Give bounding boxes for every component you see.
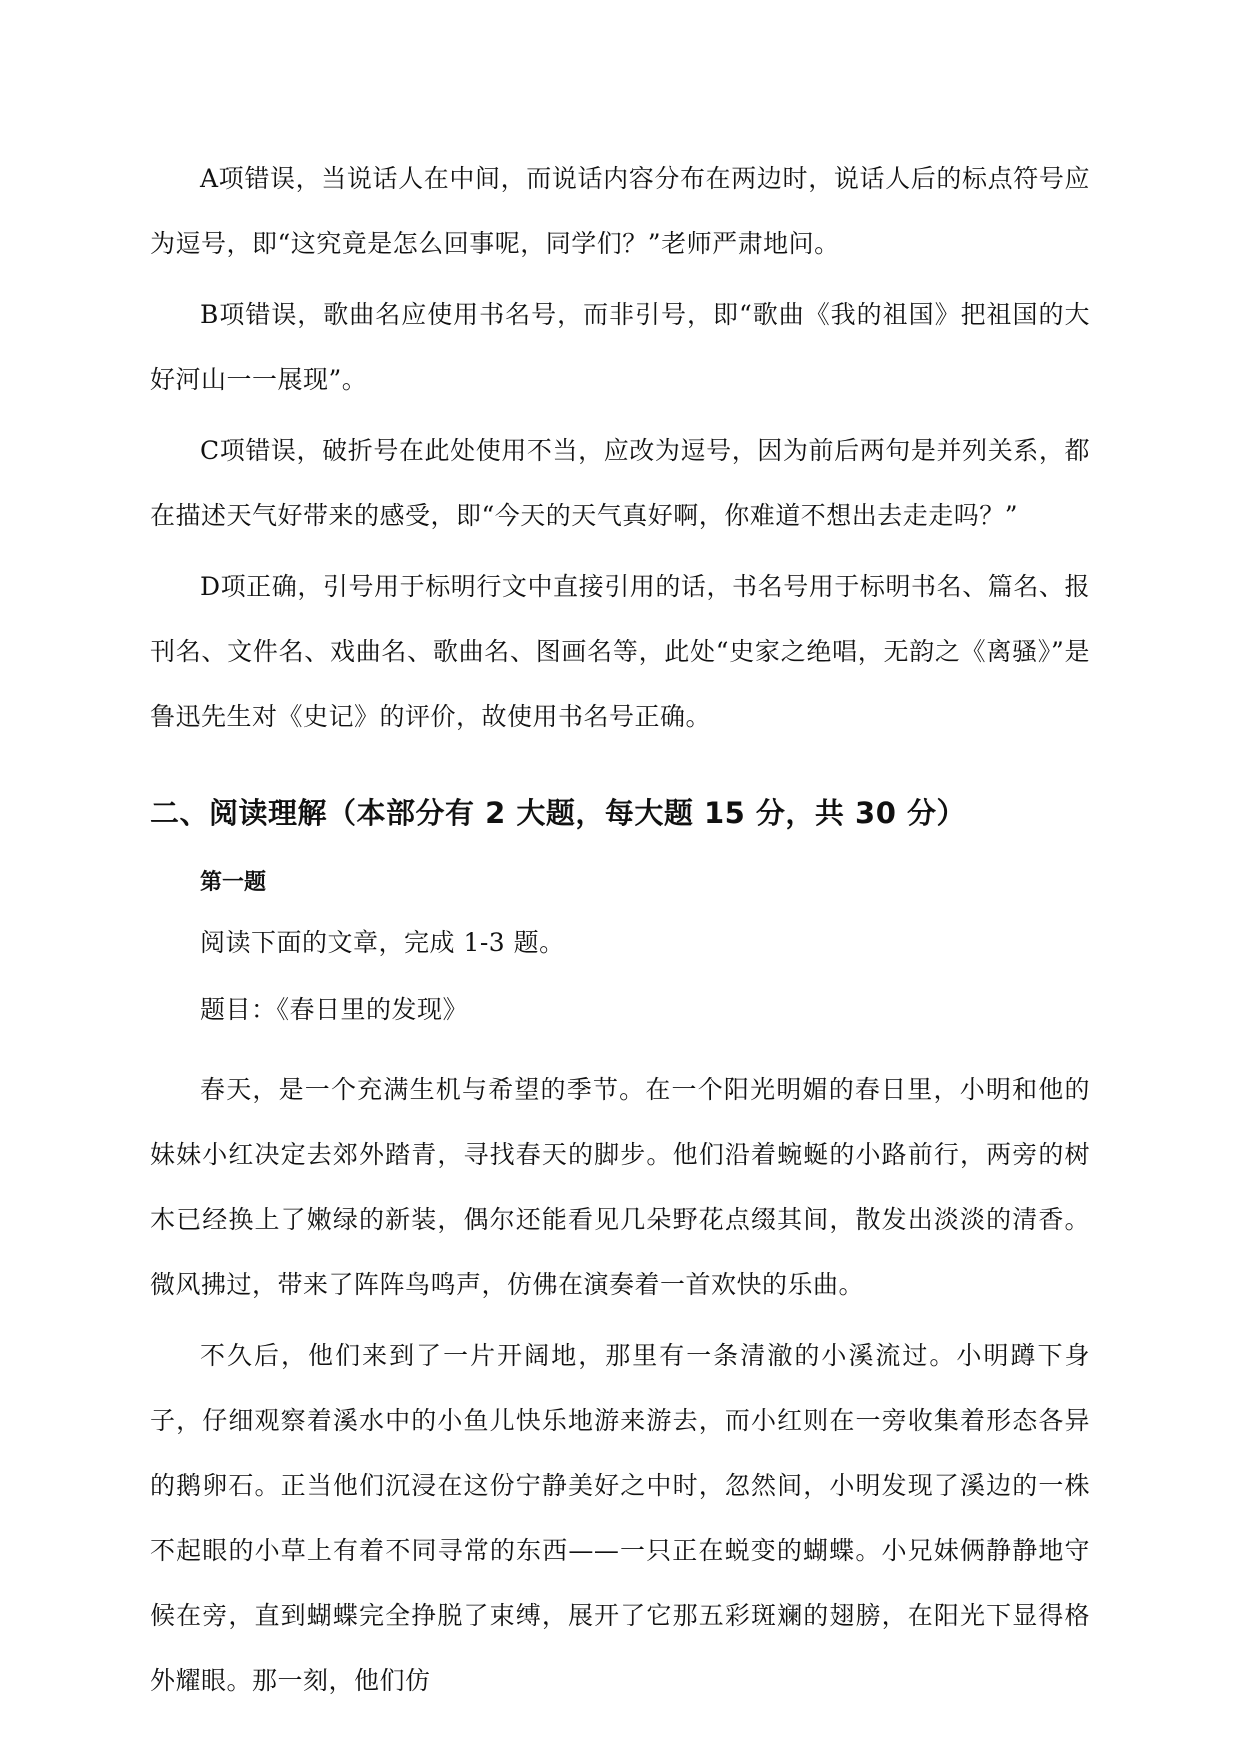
section-heading: 二、阅读理解（本部分有 2 大题，每大题 15 分，共 30 分） bbox=[150, 796, 966, 830]
answer-explanation-b: B项错误，歌曲名应使用书名号，而非引号，即“歌曲《我的祖国》把祖国的大好河山一一展现”。 bbox=[150, 300, 1090, 394]
answer-explanation-d: D项正确，引号用于标明行文中直接引用的话，书名号用于标明书名、篇名、报刊名、文件名、戏曲名、歌曲名、图画名等，此处“史家之绝唱，无韵之《离骚》”是鲁迅先生对《史记》的评价，故使用书名号正确。 bbox=[150, 572, 1090, 731]
document-content bbox=[150, 146, 1090, 1713]
story-body bbox=[150, 1057, 1090, 1713]
story-paragraph: 不久后，他们来到了一片开阔地，那里有一条清澈的小溪流过。小明蹲下身子，仔细观察着溪水中的小鱼儿快乐地游来游去，而小红则在一旁收集着形态各异的鹅卵石。正当他们沉浸在这份宁静美好之中时，忽然间，小明发现了溪边的一株不起眼的小草上有着不同寻常的东西——一只正在蜕变的蝴蝶。小兄妹俩静静地守候在旁，直到蝴蝶完全挣脱了束缚，展开了它那五彩斑斓的翅膀，在阳光下显得格外耀眼。那一刻，他们仿 bbox=[150, 1341, 1090, 1695]
question-subheading: 第一题 bbox=[200, 870, 267, 895]
answer-explanation-c: C项错误，破折号在此处使用不当，应改为逗号，因为前后两句是并列关系，都在描述天气好带来的感受，即“今天的天气真好啊，你难道不想出去走走吗？” bbox=[150, 436, 1090, 530]
answer-explanation-a: A项错误，当说话人在中间，而说话内容分布在两边时，说话人后的标点符号应为逗号，即“这究竟是怎么回事呢，同学们？”老师严肃地问。 bbox=[150, 164, 1090, 258]
story-paragraph: 春天，是一个充满生机与希望的季节。在一个阳光明媚的春日里，小明和他的妹妹小红决定去郊外踏青，寻找春天的脚步。他们沿着蜿蜒的小路前行，两旁的树木已经换上了嫩绿的新装，偶尔还能看见几朵野花点缀其间，散发出淡淡的清香。微风拂过，带来了阵阵鸟鸣声，仿佛在演奏着一首欢快的乐曲。 bbox=[150, 1075, 1090, 1299]
story-title: 题目：《春日里的发现》 bbox=[200, 995, 469, 1024]
reading-instruction: 阅读下面的文章，完成 1-3 题。 bbox=[200, 928, 565, 957]
